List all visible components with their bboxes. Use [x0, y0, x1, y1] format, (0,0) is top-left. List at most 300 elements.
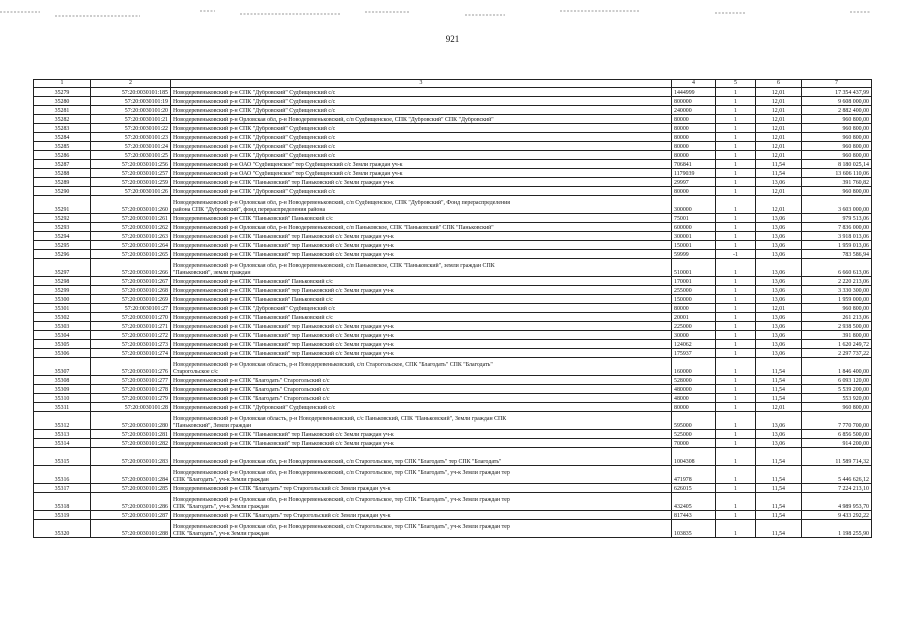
count-value: 1 [716, 520, 756, 538]
cadastral-value: 7 224 213,10 [802, 484, 872, 493]
location-description [171, 142, 672, 151]
table-row [34, 430, 872, 439]
location-description [171, 223, 672, 232]
area-value: 124062 [672, 340, 716, 349]
cadastral-value: 2 297 737,22 [802, 349, 872, 358]
table-body [34, 88, 872, 538]
count-value: 1 [716, 394, 756, 403]
cadastral-value: 4 989 953,70 [802, 493, 872, 511]
location-description-line: Новодеревеньковский р-н СПК "Дубровский" Судбищенский с/с [173, 152, 336, 159]
table-row [34, 385, 872, 394]
location-description-line: Новодеревеньковский р-н СПК "Паньковский" Паньковский с/с [173, 314, 333, 321]
area-value: 80000 [672, 151, 716, 160]
column-header: 4 [672, 80, 716, 88]
table-row [34, 511, 872, 520]
rate-value: 11,54 [756, 493, 802, 511]
area-value: 471978 [672, 466, 716, 484]
cadastral-value: 960 800,00 [802, 142, 872, 151]
location-description [171, 340, 672, 349]
rate-value: 13,06 [756, 295, 802, 304]
table-row [34, 259, 872, 277]
location-description-line: Новодеревеньковский р-н СПК "Благодать" тер Старогольский с/с Земли граждан уч-к [173, 485, 391, 492]
row-number: 35280 [34, 97, 91, 106]
table-row [34, 376, 872, 385]
area-value: 170001 [672, 277, 716, 286]
count-value: 1 [716, 160, 756, 169]
table-row [34, 106, 872, 115]
cadastral-number: 57:20:0030101:283 [91, 448, 171, 466]
table-row [34, 187, 872, 196]
location-description [171, 520, 672, 538]
table-row [34, 304, 872, 313]
row-number: 35298 [34, 277, 91, 286]
count-value: 1 [716, 259, 756, 277]
cadastral-number: 57:20:0030101:25 [91, 151, 171, 160]
table-row [34, 88, 872, 97]
cadastral-number: 57:20:0030101:262 [91, 223, 171, 232]
count-value: 1 [716, 88, 756, 97]
row-number: 35289 [34, 178, 91, 187]
location-description [171, 169, 672, 178]
area-value: 80000 [672, 115, 716, 124]
count-value: 1 [716, 214, 756, 223]
area-value: 1179039 [672, 169, 716, 178]
count-value: 1 [716, 133, 756, 142]
column-header: 3 [171, 80, 672, 88]
location-description-line: Новодеревеньковский р-н СПК "Дубровский" Судбищенский с/с [173, 404, 336, 411]
cadastral-value: 17 354 437,99 [802, 88, 872, 97]
count-value: 1 [716, 439, 756, 448]
location-description [171, 106, 672, 115]
count-value: 1 [716, 349, 756, 358]
cadastral-number: 57:20:0030101:279 [91, 394, 171, 403]
table-row [34, 178, 872, 187]
area-value: 1004308 [672, 448, 716, 466]
row-number: 35304 [34, 331, 91, 340]
table-row [34, 97, 872, 106]
area-value: 595000 [672, 412, 716, 430]
row-number: 35293 [34, 223, 91, 232]
table-row [34, 115, 872, 124]
table-row [34, 286, 872, 295]
count-value: 1 [716, 115, 756, 124]
rate-value: 11,54 [756, 448, 802, 466]
row-number: 35290 [34, 187, 91, 196]
count-value: 1 [716, 106, 756, 115]
cadastral-number: 57:20:0030101:277 [91, 376, 171, 385]
location-description-line: Новодеревеньковский р-н СПК "Благодать" Старогольский с/с [173, 386, 330, 393]
location-description [171, 385, 672, 394]
location-description-line: Новодеревеньковский р-н Орловская обл, р-н Новодеревеньковский, с/п Старогольское, тер СПК "Благодать", уч-к Земли граждан тер [173, 497, 510, 504]
rate-value: 11,54 [756, 394, 802, 403]
location-description [171, 196, 672, 214]
location-description [171, 358, 672, 376]
cadastral-number: 57:20:0030101:20 [91, 106, 171, 115]
location-description-line: Новодеревеньковский р-н СПК "Дубровский" Судбищенский с/с [173, 188, 336, 195]
cadastral-number: 57:20:0030101:269 [91, 295, 171, 304]
row-number: 35284 [34, 133, 91, 142]
rate-value: 11,54 [756, 385, 802, 394]
rate-value: 13,06 [756, 250, 802, 259]
table-row [34, 232, 872, 241]
table-row [34, 493, 872, 511]
cadastral-value: 979 513,06 [802, 214, 872, 223]
location-description-line: Новодеревеньковский р-н Орловская область, р-н Новодеревеньковский, с/п Старогольское, СПК "Благодать" СПК "Благодать" [173, 362, 493, 369]
table-row [34, 277, 872, 286]
location-description-line: Новодеревеньковский р-н СПК "Паньковский" тер Паньковский с/с Земли граждан уч-к [173, 323, 394, 330]
count-value: 1 [716, 187, 756, 196]
cadastral-number: 57:20:0030101:22 [91, 124, 171, 133]
location-description [171, 412, 672, 430]
table-row [34, 403, 872, 412]
area-value: 300001 [672, 232, 716, 241]
cadastral-value: 2 938 500,00 [802, 322, 872, 331]
table-row [34, 331, 872, 340]
rate-value: 12,01 [756, 142, 802, 151]
location-description-line: СПК "Благодать", уч-к Земли граждан [173, 530, 269, 537]
count-value: 1 [716, 178, 756, 187]
count-value: 1 [716, 142, 756, 151]
cadastral-number: 57:20:0030101:288 [91, 520, 171, 538]
cadastral-number: 57:20:0030101:287 [91, 511, 171, 520]
location-description [171, 493, 672, 511]
cadastral-value: 1 959 013,06 [802, 241, 872, 250]
cadastral-value: 3 330 300,00 [802, 286, 872, 295]
location-description-line: Новодеревеньковский р-н СПК "Паньковский" тер Паньковский с/с Земли граждан уч-к [173, 332, 394, 339]
row-number: 35281 [34, 106, 91, 115]
row-number: 35307 [34, 358, 91, 376]
column-header: 1 [34, 80, 91, 88]
cadastral-value: 261 213,06 [802, 313, 872, 322]
row-number: 35311 [34, 403, 91, 412]
rate-value: 12,01 [756, 151, 802, 160]
table-row [34, 196, 872, 214]
location-description [171, 124, 672, 133]
rate-value: 11,54 [756, 160, 802, 169]
cadastral-value: 9 608 000,00 [802, 97, 872, 106]
location-description [171, 304, 672, 313]
area-value: 240000 [672, 106, 716, 115]
location-description [171, 97, 672, 106]
cadastral-value: 960 800,00 [802, 133, 872, 142]
row-number: 35287 [34, 160, 91, 169]
rate-value: 11,54 [756, 484, 802, 493]
cadastral-value: 3 603 000,00 [802, 196, 872, 214]
count-value: 1 [716, 124, 756, 133]
area-value: 75001 [672, 214, 716, 223]
table-header-row [34, 80, 872, 88]
scan-artifact-strip [0, 0, 905, 30]
row-number: 35286 [34, 151, 91, 160]
location-description [171, 88, 672, 97]
area-value: 80000 [672, 124, 716, 133]
count-value: 1 [716, 196, 756, 214]
cadastral-number: 57:20:0030101:271 [91, 322, 171, 331]
location-description-line: Новодеревеньковский р-н СПК "Благодать" Старогольский с/с [173, 395, 330, 402]
cadastral-value: 5 446 626,12 [802, 466, 872, 484]
cadastral-number: 57:20:0030101:265 [91, 250, 171, 259]
count-value: 1 [716, 223, 756, 232]
location-description-line: Новодеревеньковский р-н ОАО "Судбищенское" тер Судбищенский с/с Земли граждан уч-к [173, 161, 403, 168]
cadastral-number: 57:20:0030101:259 [91, 178, 171, 187]
count-value: 1 [716, 241, 756, 250]
row-number: 35316 [34, 466, 91, 484]
cadastral-number: 57:20:0030101:23 [91, 133, 171, 142]
rate-value: 13,06 [756, 412, 802, 430]
cadastral-number: 57:20:0030101:28 [91, 403, 171, 412]
location-description-line: Новодеревеньковский р-н Орловская обл, р-н Новодеревеньковский, с/п Старогольское, тер СПК "Благодать", уч-к Земли граждан тер [173, 524, 510, 531]
location-description-line: района СПК "Дубровский", фонд перераспределения района [173, 206, 326, 213]
count-value: 1 [716, 313, 756, 322]
cadastral-value: 960 800,00 [802, 151, 872, 160]
location-description [171, 187, 672, 196]
cadastral-number: 57:20:0030101:270 [91, 313, 171, 322]
location-description-line: Новодеревеньковский р-н СПК "Паньковский" Паньковский с/с [173, 278, 333, 285]
area-value: 255000 [672, 286, 716, 295]
location-description-line: Новодеревеньковский р-н СПК "Паньковский" тер Паньковский с/с Земли граждан уч-к [173, 350, 394, 357]
area-value: 510001 [672, 259, 716, 277]
table-row [34, 394, 872, 403]
area-value: 48000 [672, 394, 716, 403]
cadastral-number: 57:20:0030101:263 [91, 232, 171, 241]
cadastral-number: 57:20:0030101:280 [91, 412, 171, 430]
column-header: 5 [716, 80, 756, 88]
rate-value: 12,01 [756, 115, 802, 124]
cadastral-value: 391 760,82 [802, 178, 872, 187]
row-number: 35317 [34, 484, 91, 493]
area-value: 103835 [672, 520, 716, 538]
cadastral-value: 1 620 249,72 [802, 340, 872, 349]
row-number: 35297 [34, 259, 91, 277]
row-number: 35319 [34, 511, 91, 520]
count-value: 1 [716, 358, 756, 376]
row-number: 35303 [34, 322, 91, 331]
area-value: 80000 [672, 133, 716, 142]
rate-value: 12,01 [756, 133, 802, 142]
area-value: 80000 [672, 304, 716, 313]
rate-value: 13,06 [756, 439, 802, 448]
cadastral-number: 57:20:0030101:256 [91, 160, 171, 169]
row-number: 35310 [34, 394, 91, 403]
land-register-table [33, 79, 872, 538]
location-description-line: Новодеревеньковский р-н СПК "Паньковский" Паньковский с/с [173, 215, 333, 222]
table-row [34, 322, 872, 331]
area-value: 175937 [672, 349, 716, 358]
cadastral-value: 783 586,94 [802, 250, 872, 259]
location-description-line: Новодеревеньковский р-н Орловская область, р-н Новодеревеньковский, с/с Паньковский, СПК "Паньковский", Земли граждан СПК [173, 416, 507, 423]
rate-value: 11,54 [756, 511, 802, 520]
count-value: 1 [716, 331, 756, 340]
table-row [34, 133, 872, 142]
location-description [171, 331, 672, 340]
cadastral-value: 6 856 500,00 [802, 430, 872, 439]
location-description-line: Новодеревеньковский р-н ОАО "Судбищенское" тер Судбищенский с/с Земли граждан уч-к [173, 170, 403, 177]
rate-value: 13,06 [756, 223, 802, 232]
cadastral-number: 57:20:0030101:282 [91, 439, 171, 448]
cadastral-number: 57:20:0030101:281 [91, 430, 171, 439]
area-value: 150001 [672, 241, 716, 250]
table-row [34, 484, 872, 493]
area-value: 59999 [672, 250, 716, 259]
location-description [171, 484, 672, 493]
cadastral-number: 57:20:0030101:185 [91, 88, 171, 97]
count-value: 1 [716, 277, 756, 286]
cadastral-value: 960 800,00 [802, 187, 872, 196]
cadastral-number: 57:20:0030101:24 [91, 142, 171, 151]
area-value: 29997 [672, 178, 716, 187]
location-description [171, 241, 672, 250]
row-number: 35299 [34, 286, 91, 295]
row-number: 35279 [34, 88, 91, 97]
table-row [34, 151, 872, 160]
location-description-line: СПК "Благодать", уч-к Земли граждан [173, 476, 269, 483]
row-number: 35291 [34, 196, 91, 214]
cadastral-value: 7 836 000,00 [802, 223, 872, 232]
rate-value: 12,01 [756, 124, 802, 133]
location-description [171, 376, 672, 385]
count-value: 1 [716, 403, 756, 412]
table-row [34, 169, 872, 178]
count-value: 1 [716, 304, 756, 313]
row-number: 35283 [34, 124, 91, 133]
location-description [171, 286, 672, 295]
rate-value: 13,06 [756, 232, 802, 241]
location-description [171, 511, 672, 520]
location-description-line: Старогольское с/с [173, 368, 218, 375]
rate-value: 11,54 [756, 376, 802, 385]
location-description-line: Новодеревеньковский р-н Орловская обл, р-н Новодеревеньковский, с/п Судбищенское, СПК "Дубровский" СПК "Дубровский" [173, 116, 494, 123]
cadastral-number: 57:20:0030101:274 [91, 349, 171, 358]
table-row [34, 223, 872, 232]
count-value: 1 [716, 295, 756, 304]
count-value: 1 [716, 430, 756, 439]
location-description [171, 466, 672, 484]
location-description [171, 322, 672, 331]
area-value: 20001 [672, 313, 716, 322]
area-value: 300000 [672, 196, 716, 214]
area-value: 706841 [672, 160, 716, 169]
rate-value: 12,01 [756, 196, 802, 214]
location-description [171, 178, 672, 187]
area-value: 432405 [672, 493, 716, 511]
area-value: 80000 [672, 403, 716, 412]
rate-value: 12,01 [756, 187, 802, 196]
cadastral-value: 13 606 110,06 [802, 169, 872, 178]
row-number: 35313 [34, 430, 91, 439]
location-description [171, 160, 672, 169]
rate-value: 13,06 [756, 214, 802, 223]
location-description [171, 430, 672, 439]
location-description [171, 403, 672, 412]
cadastral-number: 57:20:0030101:267 [91, 277, 171, 286]
count-value: 1 [716, 286, 756, 295]
table-row [34, 358, 872, 376]
cadastral-value: 914 200,00 [802, 439, 872, 448]
count-value: 1 [716, 484, 756, 493]
cadastral-number: 57:20:0030101:266 [91, 259, 171, 277]
rate-value: 13,06 [756, 349, 802, 358]
cadastral-value: 6 093 120,00 [802, 376, 872, 385]
location-description-line: Новодеревеньковский р-н СПК "Дубровский" Судбищенский с/с [173, 143, 336, 150]
cadastral-number: 57:20:0030101:261 [91, 214, 171, 223]
table-row [34, 142, 872, 151]
column-header: 6 [756, 80, 802, 88]
location-description-line: Новодеревеньковский р-н СПК "Паньковский" тер Паньковский с/с Земли граждан уч-к [173, 251, 394, 258]
cadastral-value: 1 959 000,00 [802, 295, 872, 304]
rate-value: 13,06 [756, 286, 802, 295]
area-value: 626015 [672, 484, 716, 493]
rate-value: 12,01 [756, 88, 802, 97]
page-number: 921 [445, 34, 460, 44]
area-value: 525000 [672, 430, 716, 439]
location-description-line: Новодеревеньковский р-н СПК "Дубровский" Судбищенский с/с [173, 125, 336, 132]
cadastral-value: 960 800,00 [802, 124, 872, 133]
cadastral-value: 2 882 400,00 [802, 106, 872, 115]
rate-value: 12,01 [756, 403, 802, 412]
row-number: 35296 [34, 250, 91, 259]
cadastral-number: 57:20:0030101:284 [91, 466, 171, 484]
count-value: 1 [716, 322, 756, 331]
cadastral-number: 57:20:0030101:278 [91, 385, 171, 394]
row-number: 35285 [34, 142, 91, 151]
count-value: 1 [716, 511, 756, 520]
column-header: 7 [802, 80, 872, 88]
location-description-line: Новодеревеньковский р-н СПК "Дубровский" Судбищенский с/с [173, 134, 336, 141]
table-row [34, 340, 872, 349]
row-number: 35300 [34, 295, 91, 304]
row-number: 35320 [34, 520, 91, 538]
row-number: 35305 [34, 340, 91, 349]
location-description-line: Новодеревеньковский р-н Орловская обл, р-н Новодеревеньковский, с/п Старогольское, тер СПК "Благодать", уч-к Земли граждан тер [173, 470, 510, 477]
location-description [171, 439, 672, 448]
cadastral-number: 57:20:0030101:272 [91, 331, 171, 340]
cadastral-number: 57:20:0030101:257 [91, 169, 171, 178]
row-number: 35302 [34, 313, 91, 322]
count-value: 1 [716, 385, 756, 394]
row-number: 35312 [34, 412, 91, 430]
area-value: 480000 [672, 385, 716, 394]
cadastral-value: 8 180 025,14 [802, 160, 872, 169]
area-value: 817443 [672, 511, 716, 520]
location-description [171, 448, 672, 466]
table-row [34, 241, 872, 250]
count-value: 1 [716, 340, 756, 349]
row-number: 35314 [34, 439, 91, 448]
rate-value: 13,06 [756, 178, 802, 187]
cadastral-number: 57:20:0030101:27 [91, 304, 171, 313]
location-description [171, 394, 672, 403]
row-number: 35308 [34, 376, 91, 385]
cadastral-number: 57:20:0030101:268 [91, 286, 171, 295]
count-value: 1 [716, 376, 756, 385]
location-description-line: "Паньковский", земли граждан [173, 269, 251, 276]
table-row [34, 448, 872, 466]
table-row [34, 214, 872, 223]
rate-value: 13,06 [756, 313, 802, 322]
location-description-line: Новодеревеньковский р-н СПК "Благодать" Старогольский с/с [173, 377, 330, 384]
cadastral-value: 391 800,00 [802, 331, 872, 340]
table-row [34, 295, 872, 304]
location-description [171, 250, 672, 259]
cadastral-value: 7 770 700,00 [802, 412, 872, 430]
row-number: 35282 [34, 115, 91, 124]
rate-value: 12,01 [756, 304, 802, 313]
rate-value: 12,01 [756, 97, 802, 106]
location-description [171, 232, 672, 241]
row-number: 35292 [34, 214, 91, 223]
rate-value: 13,06 [756, 430, 802, 439]
cadastral-value: 1 846 400,00 [802, 358, 872, 376]
